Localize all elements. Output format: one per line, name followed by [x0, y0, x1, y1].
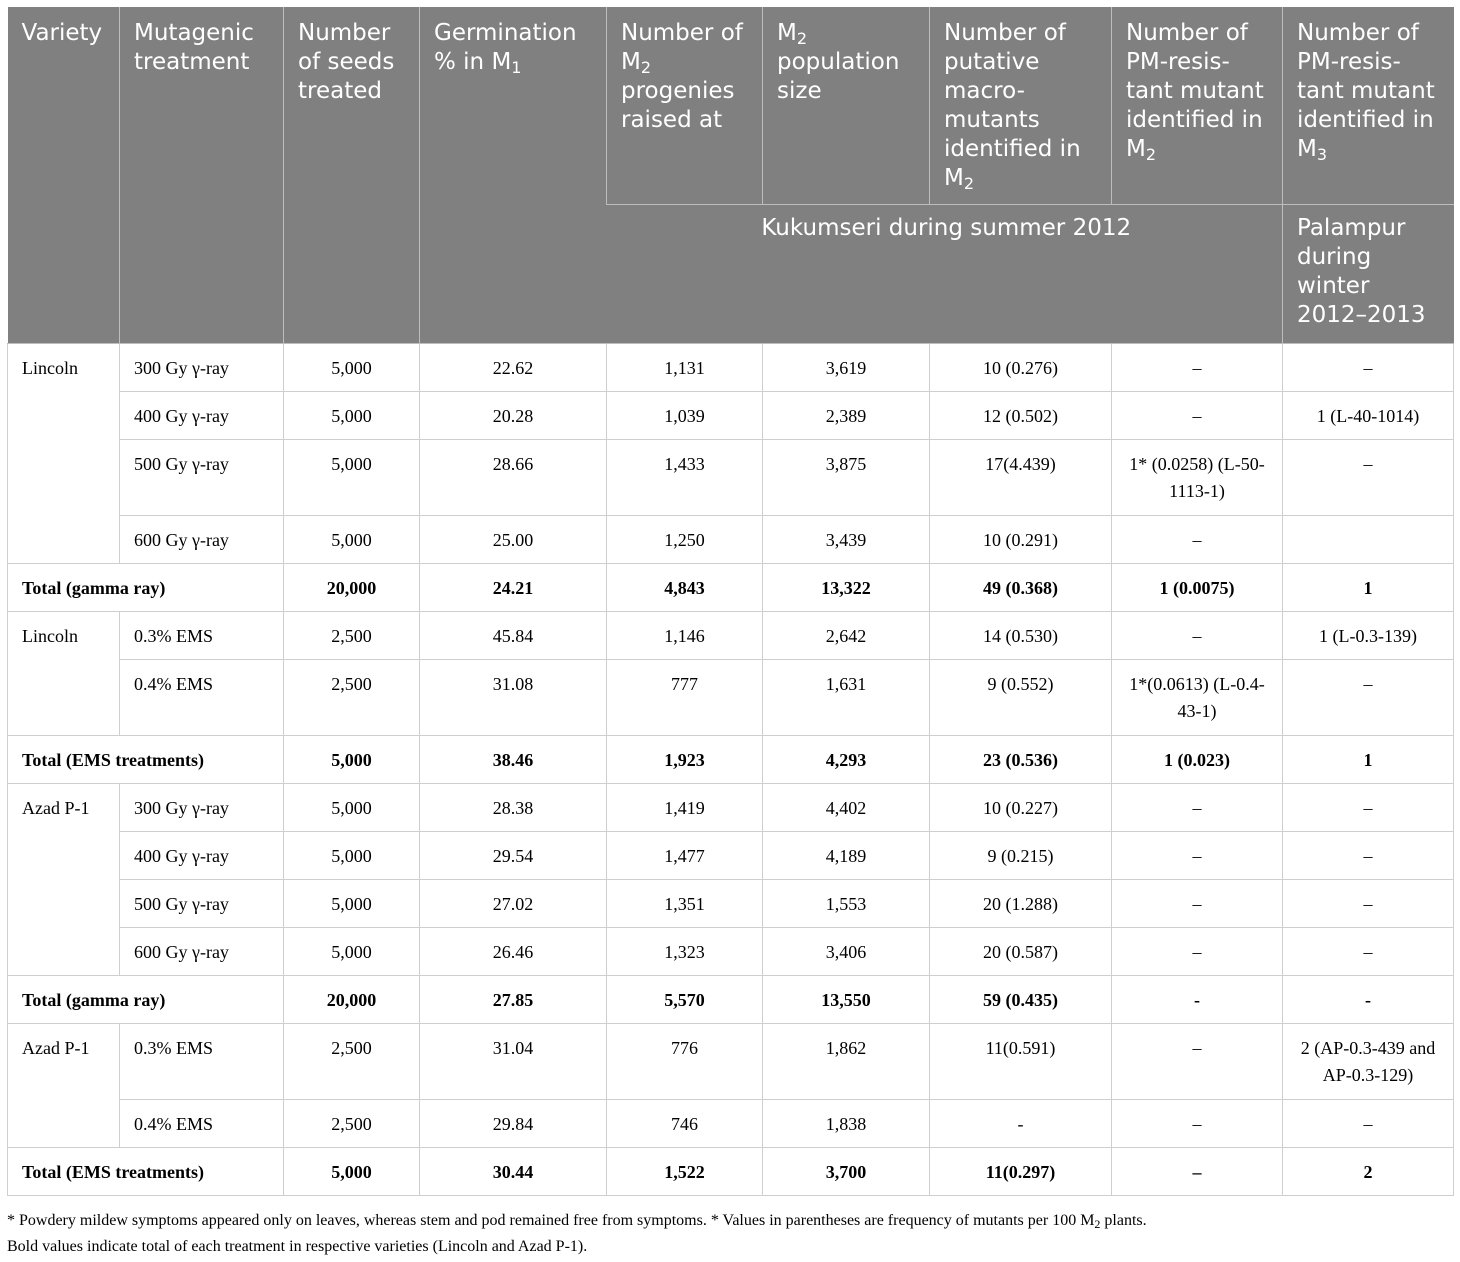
mutant-data-table [7, 7, 1454, 1196]
header-pm-resistant-m3: Number of PM-resis-tant mutant identified in $M_3$ [1283, 7, 1454, 204]
germination-cell: 22.62 [420, 343, 607, 391]
total-population-cell: 13,322 [763, 563, 930, 611]
population-cell: 1,862 [763, 1023, 930, 1099]
footnote-2: Bold values indicate total of each treatment in respective varieties (Lincoln and Azad P-1). [7, 1238, 588, 1255]
putative-cell: 20 (0.587) [930, 927, 1112, 975]
population-cell: 3,406 [763, 927, 930, 975]
total-putative-cell: 23 (0.536) [930, 735, 1112, 783]
progenies-cell: 746 [607, 1099, 763, 1147]
pm-m3-cell: – [1283, 927, 1454, 975]
header-variety: Variety [8, 7, 120, 343]
total-putative-cell: 11(0.297) [930, 1147, 1112, 1195]
putative-cell: 14 (0.530) [930, 611, 1112, 659]
progenies-cell: 1,039 [607, 391, 763, 439]
treatment-cell: 500 Gy γ-ray [120, 879, 284, 927]
variety-cell: Azad P-1 [8, 1023, 120, 1147]
pm-m2-cell: 1* (0.0258) (L-50-1113-1) [1112, 439, 1283, 515]
total-progenies-cell: 1,522 [607, 1147, 763, 1195]
table-row [8, 343, 1454, 391]
footnote-1: * Powdery mildew symptoms appeared only on leaves, whereas stem and pod remained free from symptoms. * Values in parentheses are frequency of mutants per 100 $M_2$ plants. [7, 1212, 1147, 1231]
pm-m2-cell: – [1112, 927, 1283, 975]
germination-cell: 28.66 [420, 439, 607, 515]
germination-cell: 20.28 [420, 391, 607, 439]
total-label: Total (gamma ray) [8, 563, 284, 611]
pm-m2-cell: – [1112, 1023, 1283, 1099]
pm-m3-cell: – [1283, 659, 1454, 735]
treatment-cell: 400 Gy γ-ray [120, 831, 284, 879]
header-seeds: Number of seeds treated [284, 7, 420, 343]
table-row [8, 1099, 1454, 1147]
population-cell: 4,189 [763, 831, 930, 879]
population-cell: 3,619 [763, 343, 930, 391]
total-pm-m2-cell: 1 (0.0075) [1112, 563, 1283, 611]
table-row [8, 659, 1454, 735]
total-seeds-cell: 20,000 [284, 563, 420, 611]
header-population-size: $M_2$ population size [763, 7, 930, 204]
seeds-cell: 5,000 [284, 515, 420, 563]
pm-m3-cell [1283, 515, 1454, 563]
treatment-cell: 600 Gy γ-ray [120, 515, 284, 563]
header-progenies: Number of $M_2$ progenies raised at [607, 7, 763, 204]
total-seeds-cell: 20,000 [284, 975, 420, 1023]
putative-cell: 9 (0.552) [930, 659, 1112, 735]
total-progenies-cell: 5,570 [607, 975, 763, 1023]
pm-m2-cell: 1*(0.0613) (L-0.4-43-1) [1112, 659, 1283, 735]
pm-m3-cell: – [1283, 831, 1454, 879]
germination-cell: 31.04 [420, 1023, 607, 1099]
pm-m2-cell: – [1112, 783, 1283, 831]
putative-cell: 17(4.439) [930, 439, 1112, 515]
table-row [8, 831, 1454, 879]
total-label: Total (EMS treatments) [8, 735, 284, 783]
total-germination-cell: 24.21 [420, 563, 607, 611]
progenies-cell: 1,146 [607, 611, 763, 659]
progenies-cell: 1,477 [607, 831, 763, 879]
pm-m2-cell: – [1112, 391, 1283, 439]
header-pm-resistant-m2: Number of PM-resis-tant mutant identified in $M_2$ [1112, 7, 1283, 204]
treatment-cell: 0.3% EMS [120, 611, 284, 659]
table-row [8, 611, 1454, 659]
treatment-cell: 400 Gy γ-ray [120, 391, 284, 439]
treatment-cell: 0.4% EMS [120, 1099, 284, 1147]
putative-cell: 10 (0.291) [930, 515, 1112, 563]
germination-cell: 25.00 [420, 515, 607, 563]
variety-cell: Azad P-1 [8, 783, 120, 975]
pm-m3-cell: – [1283, 1099, 1454, 1147]
table-row [8, 391, 1454, 439]
germination-cell: 29.54 [420, 831, 607, 879]
pm-m2-cell: – [1112, 515, 1283, 563]
total-label: Total (EMS treatments) [8, 1147, 284, 1195]
putative-cell: 12 (0.502) [930, 391, 1112, 439]
table-row [8, 879, 1454, 927]
seeds-cell: 5,000 [284, 439, 420, 515]
population-cell: 3,439 [763, 515, 930, 563]
progenies-cell: 1,250 [607, 515, 763, 563]
total-germination-cell: 30.44 [420, 1147, 607, 1195]
total-germination-cell: 27.85 [420, 975, 607, 1023]
treatment-cell: 0.3% EMS [120, 1023, 284, 1099]
pm-m3-cell: – [1283, 783, 1454, 831]
total-putative-cell: 59 (0.435) [930, 975, 1112, 1023]
pm-m3-cell: – [1283, 879, 1454, 927]
progenies-cell: 1,419 [607, 783, 763, 831]
total-progenies-cell: 4,843 [607, 563, 763, 611]
germination-cell: 29.84 [420, 1099, 607, 1147]
seeds-cell: 2,500 [284, 1099, 420, 1147]
total-germination-cell: 38.46 [420, 735, 607, 783]
total-row [8, 1147, 1454, 1195]
total-row [8, 563, 1454, 611]
total-label: Total (gamma ray) [8, 975, 284, 1023]
treatment-cell: 300 Gy γ-ray [120, 343, 284, 391]
seeds-cell: 5,000 [284, 783, 420, 831]
progenies-cell: 776 [607, 1023, 763, 1099]
germination-cell: 31.08 [420, 659, 607, 735]
total-progenies-cell: 1,923 [607, 735, 763, 783]
progenies-cell: 1,131 [607, 343, 763, 391]
pm-m3-cell: 1 (L-40-1014) [1283, 391, 1454, 439]
pm-m2-cell: – [1112, 611, 1283, 659]
population-cell: 2,389 [763, 391, 930, 439]
treatment-cell: 600 Gy γ-ray [120, 927, 284, 975]
germination-cell: 26.46 [420, 927, 607, 975]
seeds-cell: 5,000 [284, 927, 420, 975]
germination-cell: 27.02 [420, 879, 607, 927]
progenies-cell: 1,351 [607, 879, 763, 927]
seeds-cell: 5,000 [284, 879, 420, 927]
population-cell: 3,875 [763, 439, 930, 515]
germination-cell: 45.84 [420, 611, 607, 659]
seeds-cell: 5,000 [284, 831, 420, 879]
population-cell: 1,631 [763, 659, 930, 735]
putative-cell: 11(0.591) [930, 1023, 1112, 1099]
pm-m2-cell: – [1112, 343, 1283, 391]
total-row [8, 975, 1454, 1023]
seeds-cell: 5,000 [284, 343, 420, 391]
table-row [8, 783, 1454, 831]
total-pm-m2-cell: 1 (0.023) [1112, 735, 1283, 783]
putative-cell: 10 (0.276) [930, 343, 1112, 391]
putative-cell: 20 (1.288) [930, 879, 1112, 927]
total-pm-m2-cell: – [1112, 1147, 1283, 1195]
putative-cell: - [930, 1099, 1112, 1147]
progenies-cell: 1,323 [607, 927, 763, 975]
progenies-cell: 1,433 [607, 439, 763, 515]
pm-m3-cell: 1 (L-0.3-139) [1283, 611, 1454, 659]
population-cell: 4,402 [763, 783, 930, 831]
pm-m2-cell: – [1112, 1099, 1283, 1147]
total-pm-m3-cell: 2 [1283, 1147, 1454, 1195]
table-row [8, 1023, 1454, 1099]
progenies-cell: 777 [607, 659, 763, 735]
total-seeds-cell: 5,000 [284, 735, 420, 783]
population-cell: 1,553 [763, 879, 930, 927]
pm-m3-cell: – [1283, 439, 1454, 515]
pm-m2-cell: – [1112, 831, 1283, 879]
total-pm-m3-cell: - [1283, 975, 1454, 1023]
total-population-cell: 3,700 [763, 1147, 930, 1195]
putative-cell: 10 (0.227) [930, 783, 1112, 831]
seeds-cell: 5,000 [284, 391, 420, 439]
header-putative-mutants: Number of putative macro-mutants identified in $M_2$ [930, 7, 1112, 204]
seeds-cell: 2,500 [284, 1023, 420, 1099]
header-location-kukumseri: Kukumseri during summer 2012 [607, 204, 1283, 343]
header-germination: Germination % in $M_1$ [420, 7, 607, 343]
total-row [8, 735, 1454, 783]
total-putative-cell: 49 (0.368) [930, 563, 1112, 611]
population-cell: 2,642 [763, 611, 930, 659]
total-population-cell: 13,550 [763, 975, 930, 1023]
header-location-palampur: Palampur during winter 2012–2013 [1283, 204, 1454, 343]
treatment-cell: 0.4% EMS [120, 659, 284, 735]
treatment-cell: 500 Gy γ-ray [120, 439, 284, 515]
total-pm-m3-cell: 1 [1283, 563, 1454, 611]
table-row [8, 439, 1454, 515]
seeds-cell: 2,500 [284, 659, 420, 735]
population-cell: 1,838 [763, 1099, 930, 1147]
seeds-cell: 2,500 [284, 611, 420, 659]
table-row [8, 927, 1454, 975]
total-population-cell: 4,293 [763, 735, 930, 783]
germination-cell: 28.38 [420, 783, 607, 831]
variety-cell: Lincoln [8, 343, 120, 563]
total-pm-m3-cell: 1 [1283, 735, 1454, 783]
table-row [8, 515, 1454, 563]
total-pm-m2-cell: - [1112, 975, 1283, 1023]
header-treatment: Mutagenic treatment [120, 7, 284, 343]
pm-m2-cell: – [1112, 879, 1283, 927]
variety-cell: Lincoln [8, 611, 120, 735]
treatment-cell: 300 Gy γ-ray [120, 783, 284, 831]
total-seeds-cell: 5,000 [284, 1147, 420, 1195]
putative-cell: 9 (0.215) [930, 831, 1112, 879]
pm-m3-cell: 2 (AP-0.3-439 and AP-0.3-129) [1283, 1023, 1454, 1099]
pm-m3-cell: – [1283, 343, 1454, 391]
